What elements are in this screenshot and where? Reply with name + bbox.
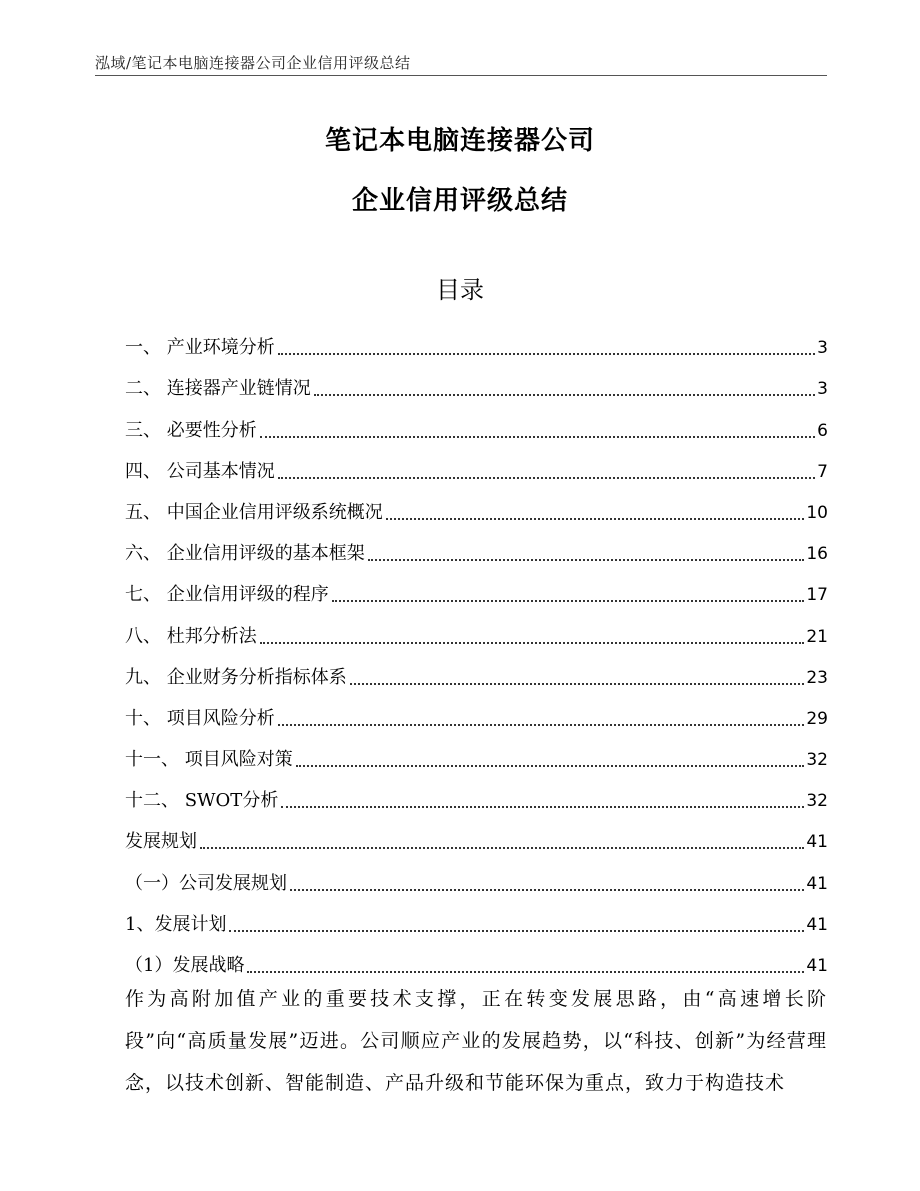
toc-entry-label: 八、 杜邦分析法 (125, 625, 257, 647)
toc-dot-leader (332, 600, 805, 602)
toc-entry-label: 七、 企业信用评级的程序 (125, 584, 329, 606)
toc-entry[interactable] (125, 814, 828, 855)
document-title-line2: 企业信用评级总结 (351, 186, 568, 216)
toc-entry-label: （1）发展战略 (125, 955, 245, 976)
toc-entry[interactable] (125, 485, 828, 526)
toc-entry[interactable] (125, 650, 828, 691)
toc-entry-label: （一）公司发展规划 (125, 872, 287, 894)
toc-entry-page: 10 (806, 502, 828, 523)
toc-entry-page: 41 (806, 914, 828, 935)
toc-dot-leader (386, 518, 805, 520)
document-title-line1: 笔记本电脑连接器公司 (324, 126, 595, 156)
toc-entry-page: 41 (806, 956, 828, 976)
header-divider (95, 75, 827, 76)
toc-entry-label: 三、 必要性分析 (125, 419, 257, 441)
toc-dot-leader (281, 806, 804, 808)
toc-entry[interactable] (125, 691, 828, 732)
toc-dot-leader (296, 765, 805, 767)
toc-entry-label: 五、 中国企业信用评级系统概况 (125, 501, 383, 523)
toc-dot-leader (260, 642, 805, 644)
toc-dot-leader (350, 683, 805, 685)
toc-heading: 目录 (436, 276, 484, 304)
toc-entry[interactable] (125, 567, 828, 608)
toc-entry-page: 6 (817, 420, 828, 441)
toc-entry-label: 一、 产业环境分析 (125, 337, 275, 359)
toc-dot-leader (200, 847, 804, 849)
toc-entry[interactable] (125, 938, 828, 979)
toc-entry-label: 发展规划 (125, 831, 197, 853)
toc-entry-label: 十、 项目风险分析 (125, 707, 275, 729)
toc-entry-page: 23 (806, 667, 828, 688)
toc-dot-leader (368, 559, 805, 561)
toc-entry-page: 17 (806, 585, 828, 606)
toc-dot-leader (314, 394, 815, 396)
toc-entry-page: 41 (806, 832, 828, 853)
toc-entry[interactable] (125, 361, 828, 402)
toc-entry-label: 九、 企业财务分析指标体系 (125, 666, 347, 688)
toc-entry-page: 3 (817, 338, 828, 359)
toc-entry-page: 32 (806, 791, 828, 812)
toc-entry-page: 16 (806, 544, 828, 565)
toc-entry-page: 3 (817, 379, 828, 400)
toc-dot-leader (278, 353, 815, 355)
toc-entry-page: 29 (806, 708, 828, 729)
toc-entry[interactable] (125, 732, 828, 773)
toc-entry[interactable] (125, 526, 828, 567)
table-of-contents (125, 320, 828, 979)
toc-entry-label: 四、 公司基本情况 (125, 460, 275, 482)
toc-dot-leader (260, 436, 815, 438)
toc-entry-page: 21 (806, 626, 828, 647)
toc-dot-leader (290, 889, 804, 891)
toc-dot-leader (278, 477, 815, 479)
toc-entry-label: 六、 企业信用评级的基本框架 (125, 543, 365, 565)
running-header: 泓域/笔记本电脑连接器公司企业信用评级总结 (95, 54, 411, 72)
toc-entry-label: 十一、 项目风险对策 (125, 749, 293, 771)
toc-entry-page: 32 (806, 750, 828, 771)
toc-entry[interactable] (125, 402, 828, 443)
toc-entry-label: 1、发展计划 (125, 913, 227, 935)
toc-entry-label: 二、 连接器产业链情况 (125, 378, 311, 400)
toc-entry-label: 十二、 SWOT分析 (125, 790, 279, 812)
toc-entry-page: 7 (817, 461, 828, 482)
toc-entry[interactable] (125, 897, 828, 938)
toc-entry[interactable] (125, 773, 828, 814)
toc-entry[interactable] (125, 608, 828, 649)
toc-entry-page: 41 (806, 873, 828, 894)
body-paragraph: 作为高附加值产业的重要技术支撑，正在转变发展思路，由“高速增长阶段”向“高质量发展”迈进。公司顺应产业的发展趋势，以“科技、创新”为经营理念，以技术创新、智能制造、产品升级和节能环保为重点，致力于构造技术 (125, 988, 827, 1094)
toc-entry[interactable] (125, 444, 828, 485)
toc-entry[interactable] (125, 855, 828, 896)
toc-entry[interactable] (125, 320, 828, 361)
toc-dot-leader (278, 724, 805, 726)
toc-dot-leader (247, 971, 804, 973)
toc-dot-leader (229, 930, 804, 932)
